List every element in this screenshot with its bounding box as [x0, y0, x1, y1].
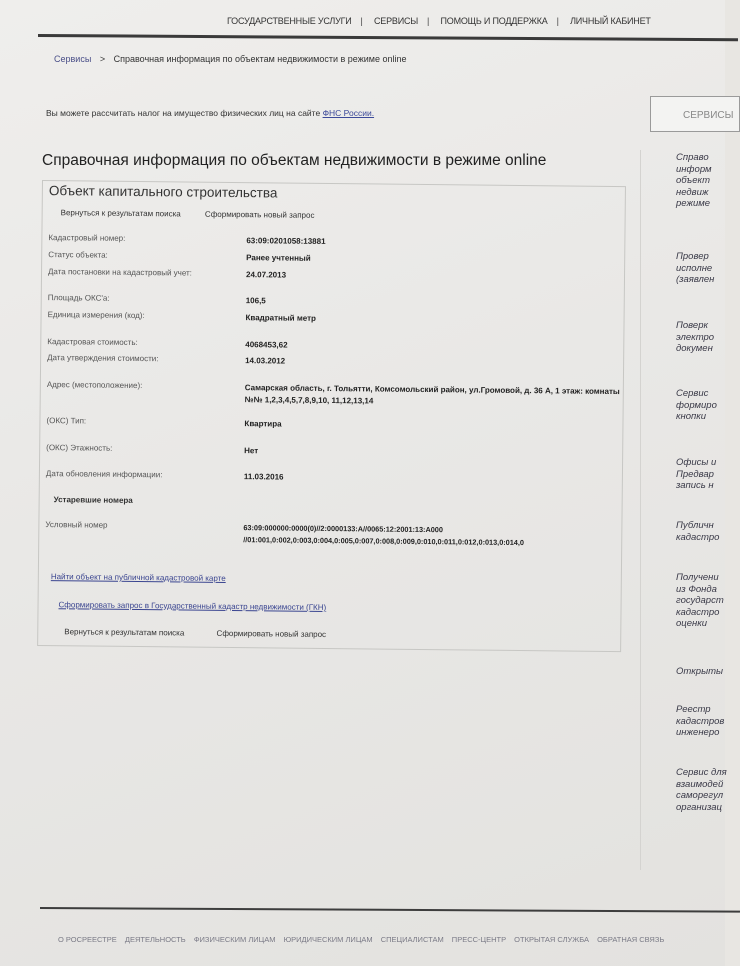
breadcrumb-root[interactable]: Сервисы	[54, 54, 92, 64]
sidebar-item-sro-service[interactable]: Сервис для взаимодей саморегул организац	[676, 767, 727, 813]
row-label: Условный номер	[45, 520, 108, 530]
row-value: 63:09:0201058:13881	[246, 236, 326, 246]
sidebar-item-check-status[interactable]: Провер исполне (заявлен	[676, 251, 715, 285]
row-floors	[46, 443, 616, 456]
card-top-links	[61, 208, 337, 220]
row-label: (ОКС) Тип:	[46, 416, 87, 426]
tax-note-text: Вы можете рассчитать налог на имущество физических лиц на сайте	[46, 108, 321, 118]
row-label: Кадастровый номер:	[48, 233, 126, 243]
footer-link[interactable]: СПЕЦИАЛИСТАМ	[380, 935, 444, 944]
row-label: Дата утверждения стоимости:	[47, 353, 159, 364]
row-value: 14.03.2012	[245, 356, 286, 366]
row-value: Самарская область, г. Тольятти, Комсомольский район, ул.Громовой, д. 36 А, 1 этаж: комнаты №№ 1,2,3,4,5,7,8,9,10, 11,12,13,14	[244, 383, 620, 406]
nav-gosuslugi[interactable]: ГОСУДАРСТВЕННЫЕ УСЛУГИ	[227, 16, 352, 26]
row-unit	[47, 310, 618, 323]
sidebar-divider	[640, 150, 641, 870]
row-type	[46, 416, 617, 429]
row-label: Единица измерения (код):	[47, 310, 145, 321]
footer-link[interactable]: ОБРАТНАЯ СВЯЗЬ	[597, 935, 665, 944]
row-old-number	[45, 520, 615, 548]
row-label: Площадь ОКС'а:	[47, 293, 110, 303]
row-label: Дата обновления информации:	[45, 469, 163, 480]
row-value: 4068453,62	[245, 340, 288, 350]
row-value: Нет	[244, 446, 259, 456]
row-value: 106,5	[245, 296, 266, 306]
footer-link[interactable]: ЮРИДИЧЕСКИМ ЛИЦАМ	[283, 935, 373, 944]
new-request-link-bottom[interactable]: Сформировать новый запрос	[216, 628, 327, 639]
tax-note	[46, 108, 374, 118]
header-divider	[38, 34, 738, 41]
row-value: Ранее учтенный	[246, 253, 311, 263]
top-navigation	[222, 16, 656, 26]
footer-link[interactable]: О РОСРЕЕСТРЕ	[58, 935, 117, 944]
old-numbers-heading: Устаревшие номера	[53, 495, 133, 505]
nav-separator: |	[427, 16, 430, 26]
row-label: Кадастровая стоимость:	[47, 337, 138, 348]
row-value: Квартира	[244, 419, 282, 429]
row-value: 63:09:000000:0000(0)//2:0000133:А//0065:12:2001:13:А000 //01:001,0:002,0:003,0:004,0:005,0:007,0:008,0:009,0:010,0:011,0:012,0:013,0:014,0	[243, 523, 525, 548]
back-to-results-link[interactable]: Вернуться к результатам поиска	[60, 208, 181, 219]
row-value: 24.07.2013	[245, 270, 287, 280]
back-to-results-link-bottom[interactable]: Вернуться к результатам поиска	[64, 627, 185, 638]
row-area	[47, 293, 618, 306]
nav-account[interactable]: ЛИЧНЫЙ КАБИНЕТ	[570, 16, 651, 26]
footer-link[interactable]: ПРЕСС-ЦЕНТР	[451, 935, 507, 944]
new-request-link[interactable]: Сформировать новый запрос	[204, 209, 315, 220]
row-label: Статус объекта:	[48, 250, 108, 260]
nav-separator: |	[556, 16, 559, 26]
row-cadastral-value	[47, 337, 617, 350]
footer-link[interactable]: ДЕЯТЕЛЬНОСТЬ	[124, 935, 186, 944]
page-title: Справочная информация по объектам недвижимости в режиме online	[42, 152, 547, 169]
gkn-request-link[interactable]: Сформировать запрос в Государственный кадастр недвижимости (ГКН)	[58, 600, 327, 612]
object-card	[37, 180, 626, 652]
row-address	[46, 380, 620, 406]
card-bottom-links	[64, 627, 356, 639]
row-cadastral-number	[48, 233, 618, 246]
row-value: Квадратный метр	[245, 313, 316, 323]
sidebar-item-valuation-fund[interactable]: Получени из Фонда государст кадастро оценки	[676, 572, 724, 629]
footer-link[interactable]: ОТКРЫТАЯ СЛУЖБА	[514, 935, 589, 944]
row-value: 11.03.2016	[243, 472, 284, 482]
sidebar-item-check-document[interactable]: Поверк электро докумен	[676, 320, 715, 354]
nav-help[interactable]: ПОМОЩЬ И ПОДДЕРЖКА	[440, 16, 548, 26]
nav-services[interactable]: СЕРВИСЫ	[374, 16, 419, 26]
fns-link[interactable]: ФНС России.	[322, 108, 375, 118]
footer-divider	[40, 907, 740, 913]
breadcrumb-current: Справочная информация по объектам недвижимости в режиме online	[113, 54, 407, 64]
sidebar-item-realty-info[interactable]: Справо информ объект недвиж режиме	[676, 152, 712, 209]
breadcrumb-separator: >	[99, 54, 106, 64]
row-registration-date	[47, 267, 618, 280]
sidebar-item-open-data[interactable]: Открыты	[676, 666, 723, 677]
sidebar-item-offices[interactable]: Офисы и Предвар запись н	[676, 457, 717, 491]
sidebar-item-button-builder[interactable]: Сервис формиро кнопки	[676, 388, 717, 422]
info-rows	[42, 233, 624, 612]
row-update-date	[45, 469, 616, 482]
row-label: Адрес (местоположение):	[46, 380, 143, 391]
card-title: Объект капитального строительства	[48, 183, 278, 201]
row-label: (ОКС) Этажность:	[46, 443, 113, 453]
sidebar-item-public-map[interactable]: Публичн кадастро	[676, 520, 720, 543]
row-status	[48, 250, 618, 263]
nav-separator: |	[360, 16, 363, 26]
breadcrumb	[54, 54, 406, 64]
sidebar-item-engineers-registry[interactable]: Реестр кадастров инженеро	[676, 704, 725, 738]
footer-navigation	[58, 935, 670, 944]
services-button[interactable]: СЕРВИСЫ	[650, 96, 740, 132]
footer-link[interactable]: ФИЗИЧЕСКИМ ЛИЦАМ	[193, 935, 276, 944]
row-label: Дата постановки на кадастровый учет:	[47, 267, 192, 278]
public-map-link[interactable]: Найти объект на публичной кадастровой карте	[50, 572, 226, 583]
